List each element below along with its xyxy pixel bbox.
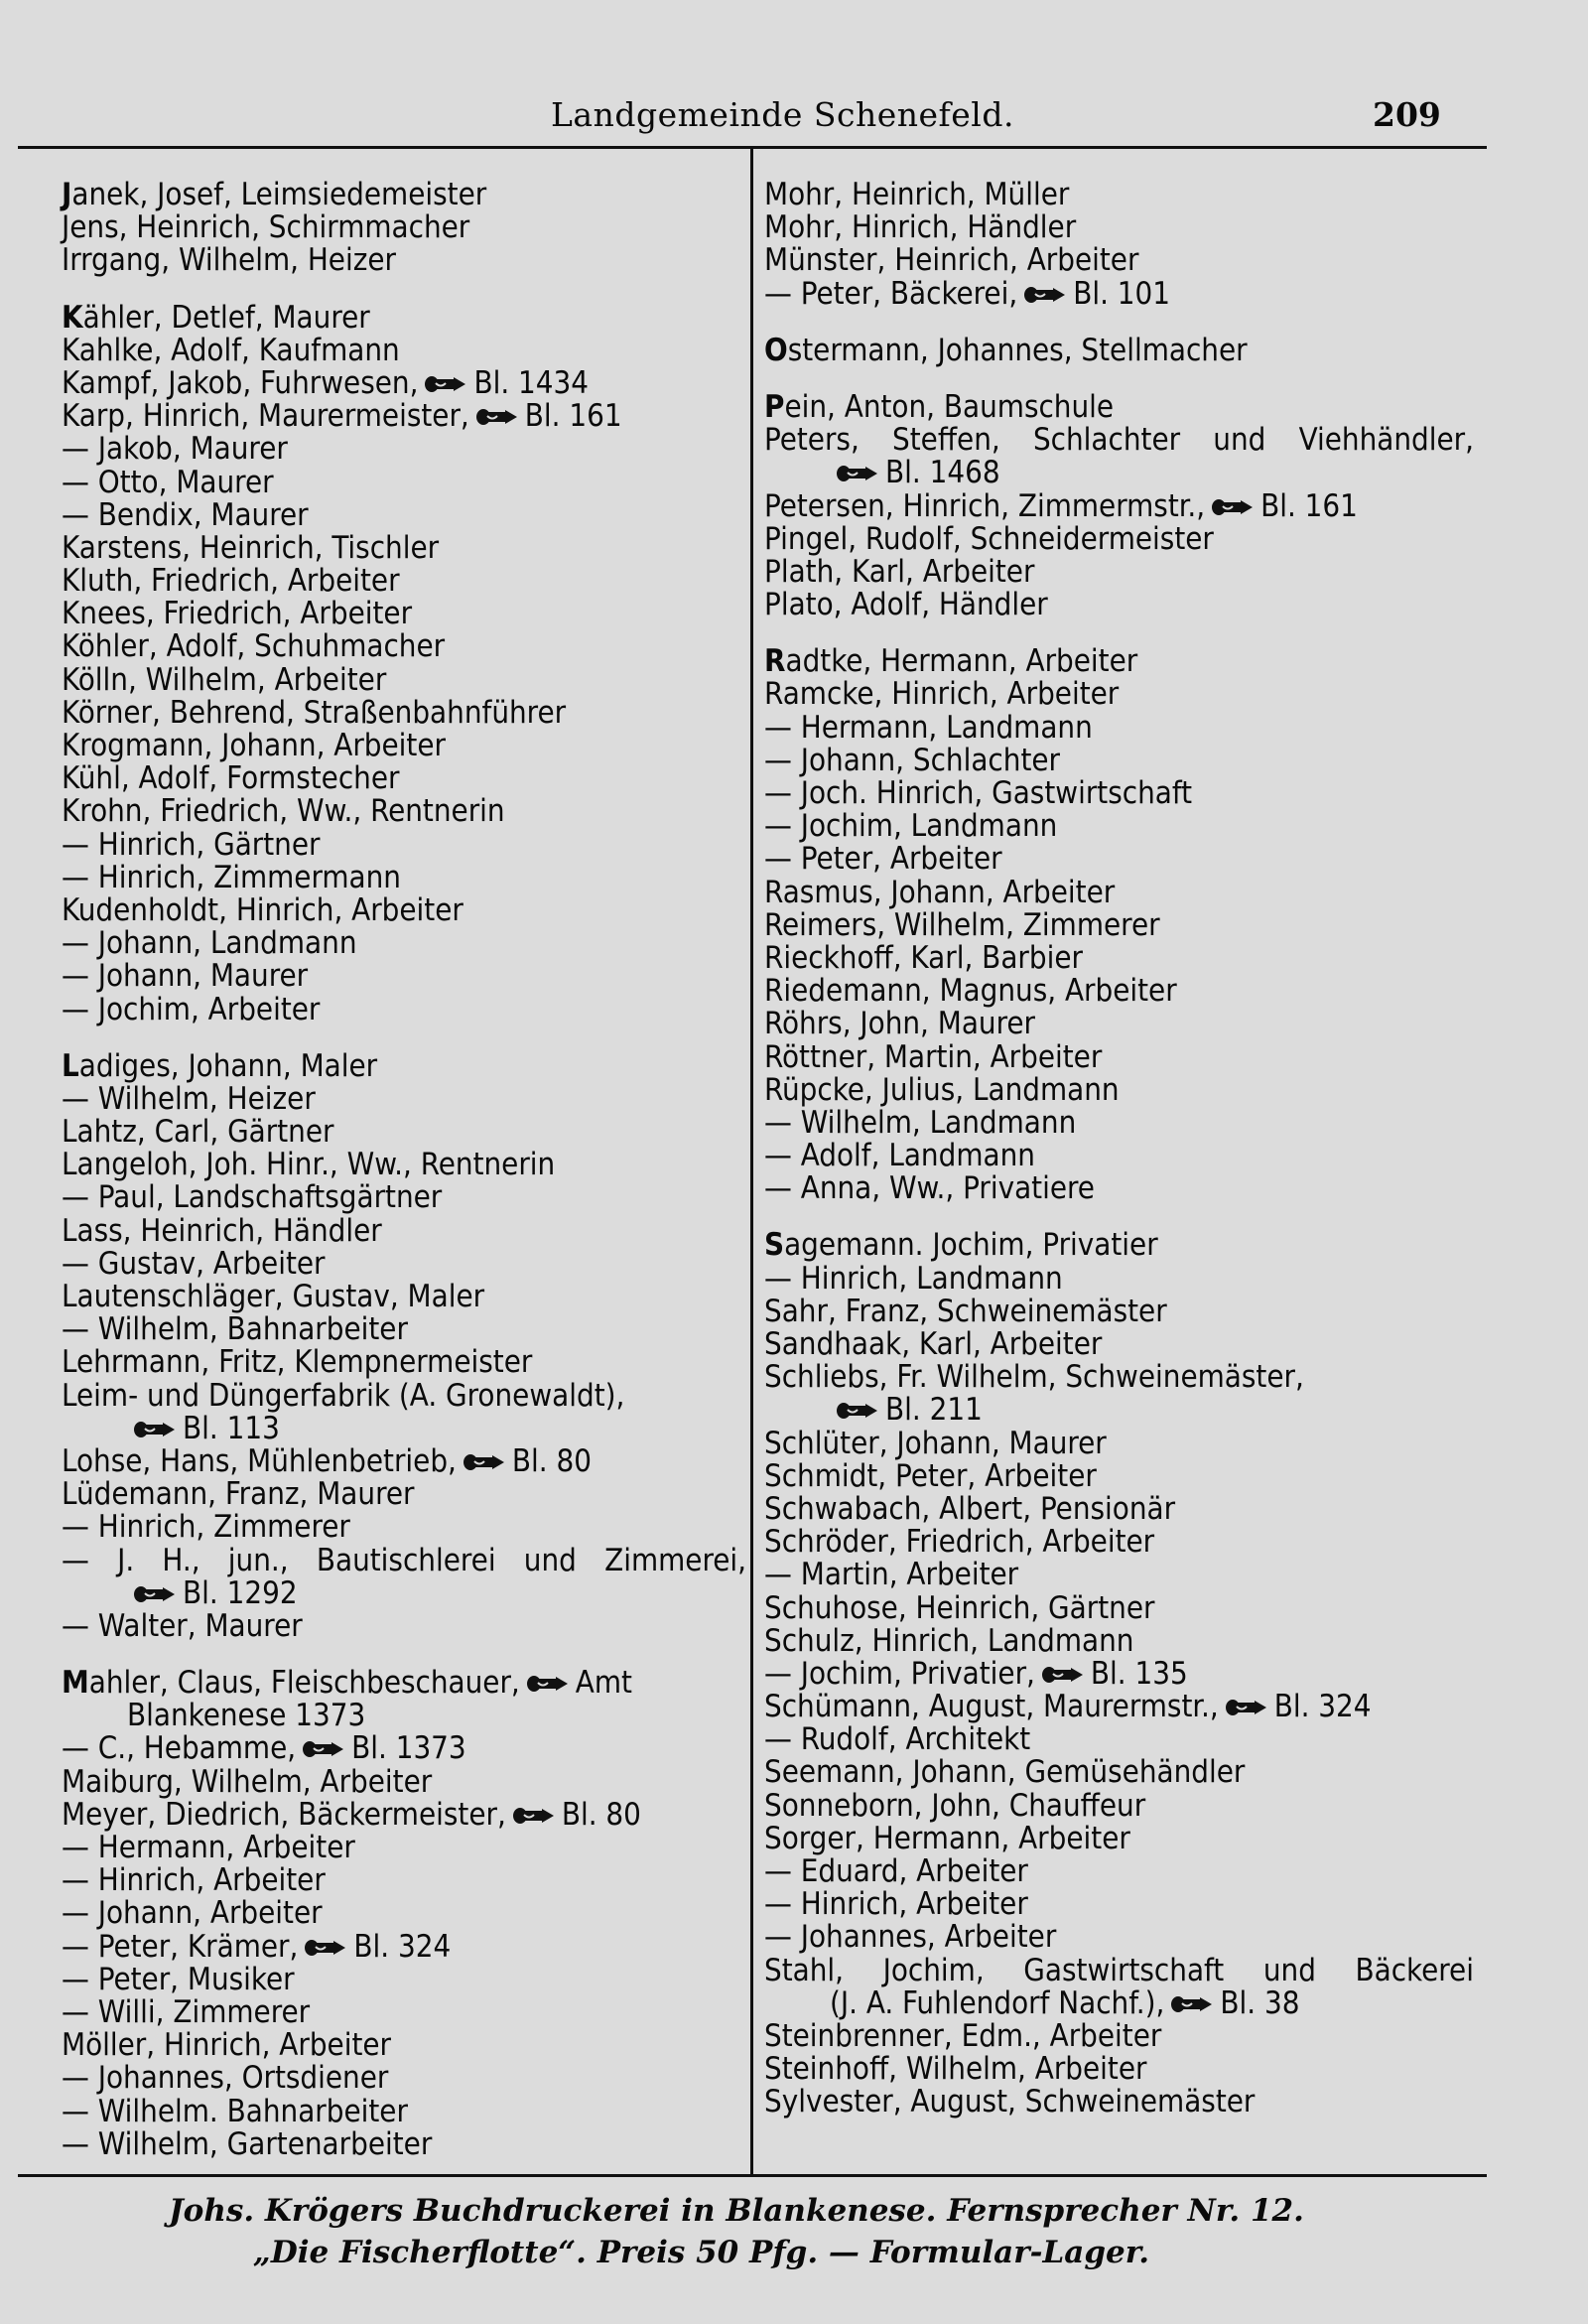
entry-text: — Peter, Arbeiter: [764, 841, 1002, 878]
directory-entry: [62, 891, 746, 928]
directory-entry: [764, 553, 1474, 590]
telephone-icon: [463, 1451, 506, 1473]
directory-entry: [62, 2062, 746, 2095]
entry-text: — Wilhelm, Landmann: [764, 1104, 1077, 1141]
telephone-icon: [836, 1400, 879, 1422]
directory-entry: [62, 1442, 746, 1479]
directory-entry: [764, 1071, 1474, 1108]
column-divider: [750, 149, 753, 2174]
entry-text: Krogmann, Johann, Arbeiter: [62, 728, 446, 763]
directory-entry: [764, 1293, 1474, 1329]
directory-entry: [764, 777, 1474, 810]
phone-number: Bl. 38: [1220, 1984, 1300, 2021]
entry-text: Mahler, Claus, Fleischbeschauer,: [62, 1665, 520, 1702]
entry-text: Plath, Karl, Arbeiter: [764, 553, 1035, 590]
entry-word: J.: [117, 1542, 135, 1578]
directory-entry: [764, 1723, 1474, 1756]
directory-entry: [764, 1104, 1474, 1141]
directory-entry: [62, 1574, 746, 1611]
entry-word: Bäckerei: [1355, 1952, 1474, 1988]
phone-number: Bl. 135: [1090, 1655, 1188, 1692]
entry-text: Lahtz, Carl, Gärtner: [62, 1114, 334, 1151]
directory-entry: [62, 1116, 746, 1149]
entry-text: — Johann, Landmann: [62, 925, 357, 962]
phone-number: Bl. 1373: [351, 1730, 466, 1767]
entry-text: Krohn, Friedrich, Ww., Rentnerin: [62, 793, 505, 830]
directory-entry: [62, 1667, 746, 1700]
entry-text: — Jochim, Landmann: [764, 808, 1058, 845]
directory-entry: [764, 843, 1474, 876]
directory-entry: [62, 299, 746, 336]
entry-text: Ramcke, Hinrich, Arbeiter: [764, 676, 1120, 713]
phone-number: Bl. 1292: [183, 1574, 298, 1611]
entry-text: — Eduard, Arbeiter: [764, 1853, 1028, 1889]
entry-text: — Peter, Bäckerei,: [764, 275, 1018, 312]
entry-text: — Otto, Maurer: [62, 464, 274, 500]
entry-text: Sorger, Hermann, Arbeiter: [764, 1820, 1130, 1856]
telephone-icon: [836, 463, 879, 484]
directory-entry: [62, 529, 746, 566]
entry-text: — C., Hebamme,: [62, 1730, 297, 1767]
directory-entry: [62, 1080, 746, 1117]
entry-text: Schmidt, Peter, Arbeiter: [764, 1457, 1097, 1494]
entry-text: — Johannes, Ortsdiener: [62, 2060, 389, 2097]
entry-text: (J. A. Fuhlendorf Nachf.),: [830, 1984, 1165, 2021]
directory-entry: [764, 1526, 1474, 1559]
entry-text: Riedemann, Magnus, Arbeiter: [764, 973, 1177, 1010]
entry-text: Schlüter, Johann, Maurer: [764, 1425, 1107, 1461]
entry-word: Peters,: [764, 422, 860, 459]
footer-line-2: „Die Fischerflotte“. Preis 50 Pfg. — Formular-Lager.: [253, 2235, 1150, 2270]
directory-entry: [62, 661, 746, 698]
entry-text: Steinhoff, Wilhelm, Arbeiter: [764, 2051, 1147, 2088]
directory-entry: [62, 1928, 746, 1965]
entry-text: — Hinrich, Arbeiter: [764, 1886, 1028, 1923]
entry-text: — Martin, Arbeiter: [764, 1557, 1019, 1593]
entry-text: — Wilhelm. Bahnarbeiter: [62, 2093, 408, 2129]
directory-entry: [764, 2017, 1474, 2054]
directory-entry: [62, 1700, 746, 1732]
entry-text: Janek, Josef, Leimsiedemeister: [62, 177, 487, 212]
entry-text: Sonneborn, John, Chauffeur: [764, 1787, 1146, 1824]
telephone-icon: [304, 1937, 347, 1959]
entry-text: Lüdemann, Franz, Maurer: [62, 1476, 415, 1513]
entry-text: Blankenese 1373: [127, 1698, 366, 1734]
directory-entry: [62, 1763, 746, 1800]
entry-text: Langeloh, Joh. Hinr., Ww., Rentnerin: [62, 1147, 556, 1183]
phone-number: Bl. 1434: [473, 364, 589, 401]
entry-word: Stahl,: [764, 1952, 845, 1988]
directory-entry: [62, 1993, 746, 2030]
entry-word: H.,: [162, 1542, 200, 1578]
directory-entry: [62, 464, 746, 500]
entry-text: Meyer, Diedrich, Bäckermeister,: [62, 1796, 506, 1833]
entry-text: Steinbrenner, Edm., Arbeiter: [764, 2017, 1162, 2054]
directory-entry: [62, 1796, 746, 1833]
entry-text: Leim- und Düngerfabrik (A. Gronewaldt),: [62, 1377, 625, 1414]
entry-text: Ladiges, Johann, Maler: [62, 1047, 378, 1084]
directory-entry: [62, 1346, 746, 1379]
directory-entry: [62, 1313, 746, 1346]
directory-entry: [764, 874, 1474, 910]
phone-number: Bl. 161: [1260, 487, 1358, 524]
page-number: 209: [1373, 95, 1441, 134]
directory-entry: [764, 1490, 1474, 1527]
phone-number: Bl. 113: [183, 1410, 280, 1446]
phone-number: Bl. 161: [524, 398, 622, 435]
page-header: [0, 95, 1588, 145]
directory-entry: [62, 762, 746, 795]
phone-number: Bl. 211: [885, 1392, 983, 1429]
phone-number: Bl. 101: [1073, 275, 1171, 312]
entry-text: — Gustav, Arbeiter: [62, 1245, 326, 1282]
entry-text: — Rudolf, Architekt: [764, 1721, 1031, 1758]
entry-text: Schliebs, Fr. Wilhelm, Schweinemäster,: [764, 1359, 1304, 1396]
directory-entry: [62, 826, 746, 863]
directory-entry: [764, 589, 1474, 621]
entry-text: Pein, Anton, Baumschule: [764, 388, 1115, 425]
entry-text: — Hermann, Arbeiter: [62, 1830, 355, 1865]
entry-word: Viehhändler,: [1298, 422, 1474, 459]
entry-text: — Wilhelm, Heizer: [62, 1080, 316, 1117]
telephone-icon: [1023, 284, 1067, 306]
entry-text: — Johann, Maurer: [62, 958, 309, 995]
entry-word: und: [1262, 1952, 1316, 1988]
entry-text: — Hermann, Landmann: [764, 709, 1093, 746]
entry-text: — Hinrich, Zimmerer: [62, 1509, 350, 1546]
telephone-icon: [1041, 1664, 1085, 1686]
entry-text: — Jakob, Maurer: [62, 431, 288, 468]
directory-entry: [764, 487, 1474, 524]
entry-text: — Wilhelm, Gartenarbeiter: [62, 2125, 433, 2162]
entry-text: — Johann, Arbeiter: [62, 1895, 323, 1932]
directory-entry: [764, 678, 1474, 711]
entry-text: Lautenschläger, Gustav, Maler: [62, 1279, 485, 1314]
directory-entry: [62, 730, 746, 762]
phone-number: Amt: [575, 1665, 632, 1702]
directory-entry: [764, 1328, 1474, 1361]
entry-text: Röttner, Martin, Arbeiter: [764, 1038, 1103, 1075]
directory-entry: [62, 1212, 746, 1249]
telephone-icon: [1170, 1993, 1214, 2015]
directory-entry: [62, 1961, 746, 1997]
entry-text: Schröder, Friedrich, Arbeiter: [764, 1524, 1155, 1561]
directory-entry: [764, 520, 1474, 557]
telephone-icon: [133, 1419, 177, 1440]
directory-entry: [62, 244, 746, 277]
directory-entry: [764, 1888, 1474, 1921]
directory-entry: [764, 2053, 1474, 2086]
entry-text: Maiburg, Wilhelm, Arbeiter: [62, 1763, 433, 1800]
directory-entry: [62, 364, 746, 401]
entry-text: — Willi, Zimmerer: [62, 1993, 311, 2030]
directory-entry: [764, 424, 1474, 457]
directory-entry: [764, 275, 1474, 312]
directory-entry: [62, 1607, 746, 1644]
telephone-icon: [475, 406, 519, 428]
directory-entry: [764, 1655, 1474, 1692]
entry-text: Kudenholdt, Hinrich, Arbeiter: [62, 891, 463, 928]
entry-text: Rieckhoff, Karl, Barbier: [764, 939, 1083, 976]
directory-entry: [62, 1897, 746, 1930]
entry-text: Schümann, August, Maurermstr.,: [764, 1689, 1219, 1725]
entry-text: Lohse, Hans, Mühlenbetrieb,: [62, 1442, 457, 1479]
entry-text: Kahlke, Adolf, Kaufmann: [62, 332, 400, 368]
directory-entry: [62, 1732, 746, 1765]
directory-entry: [764, 1952, 1474, 1988]
entry-text: Röhrs, John, Maurer: [764, 1006, 1036, 1042]
entry-text: — Johannes, Arbeiter: [764, 1919, 1057, 1956]
entry-text: Ostermann, Johannes, Stellmacher: [764, 332, 1248, 368]
entry-text: Kähler, Detlef, Maurer: [62, 299, 370, 336]
directory-entry: [62, 1410, 746, 1446]
directory-entry: [764, 1984, 1474, 2021]
directory-entry: [764, 906, 1474, 943]
entry-text: Karp, Hinrich, Maurermeister,: [62, 398, 469, 435]
directory-entry: [62, 1478, 746, 1511]
entry-text: Münster, Heinrich, Arbeiter: [764, 242, 1139, 279]
directory-entry: [62, 565, 746, 598]
directory-entry: [62, 630, 746, 663]
entry-text: — Jochim, Privatier,: [764, 1655, 1035, 1692]
directory-entry: [764, 1425, 1474, 1461]
telephone-icon: [424, 373, 467, 395]
entry-text: Irrgang, Wilhelm, Heizer: [62, 242, 396, 279]
telephone-icon: [302, 1738, 345, 1760]
entry-text: Kampf, Jakob, Fuhrwesen,: [62, 364, 419, 401]
entry-text: — Adolf, Landmann: [764, 1138, 1035, 1174]
directory-entry: [62, 2029, 746, 2062]
directory-entry: [764, 211, 1474, 244]
entry-text: Kölln, Wilhelm, Arbeiter: [62, 661, 387, 698]
entry-text: — Walter, Maurer: [62, 1607, 303, 1644]
phone-number: Bl. 1468: [885, 455, 1000, 491]
entry-word: Steffen,: [892, 422, 1000, 459]
directory-entry: [62, 179, 746, 211]
directory-entry: [62, 1181, 746, 1214]
entry-text: Schulz, Hinrich, Landmann: [764, 1622, 1134, 1659]
directory-entry: [764, 1756, 1474, 1789]
directory-entry: [764, 1820, 1474, 1856]
directory-entry: [62, 1832, 746, 1864]
footer-line-1: Johs. Krögers Buchdruckerei in Blankenese. Fernsprecher Nr. 12.: [169, 2193, 1304, 2229]
entry-text: Petersen, Hinrich, Zimmermstr.,: [764, 487, 1206, 524]
telephone-icon: [526, 1673, 570, 1695]
entry-text: Seemann, Johann, Gemüsehändler: [764, 1754, 1246, 1791]
entry-text: Radtke, Hermann, Arbeiter: [764, 643, 1138, 680]
directory-entry: [62, 598, 746, 630]
entry-text: Karstens, Heinrich, Tischler: [62, 529, 440, 566]
entry-text: Mohr, Heinrich, Müller: [764, 177, 1070, 212]
directory-entry: [764, 1921, 1474, 1954]
entry-text: Sylvester, August, Schweinemäster: [764, 2084, 1256, 2120]
directory-entry: [764, 332, 1474, 368]
directory-entry: [62, 2093, 746, 2129]
entry-text: Sandhaak, Karl, Arbeiter: [764, 1326, 1103, 1362]
entry-word: Gastwirtschaft: [1023, 1952, 1225, 1988]
entry-text: — Johann, Schlachter: [764, 742, 1060, 778]
directory-entry: [764, 1038, 1474, 1075]
entry-text: Lehrmann, Fritz, Klempnermeister: [62, 1344, 533, 1381]
directory-entry: [764, 1008, 1474, 1040]
entry-text: — Hinrich, Gärtner: [62, 826, 321, 863]
entry-word: und: [1213, 422, 1266, 459]
directory-entry: [764, 2086, 1474, 2119]
directory-entry: [62, 1377, 746, 1414]
directory-entry: [764, 975, 1474, 1008]
directory-entry: [62, 694, 746, 731]
entry-text: Sagemann. Jochim, Privatier: [764, 1227, 1158, 1264]
directory-entry: [62, 332, 746, 368]
entry-text: — Hinrich, Arbeiter: [62, 1862, 326, 1899]
entry-text: Möller, Hinrich, Arbeiter: [62, 2027, 392, 2064]
entry-text: Schuhose, Heinrich, Gärtner: [764, 1589, 1155, 1626]
directory-entry: [62, 1864, 746, 1897]
directory-entry: [764, 1855, 1474, 1888]
phone-number: Bl. 324: [353, 1928, 452, 1965]
directory-entry: [764, 1361, 1474, 1394]
entry-word: Zimmerei,: [604, 1542, 746, 1578]
directory-entry: [764, 1622, 1474, 1659]
entry-text: — Hinrich, Landmann: [764, 1260, 1063, 1297]
entry-text: Köhler, Adolf, Schuhmacher: [62, 628, 446, 665]
telephone-icon: [133, 1583, 177, 1605]
entry-text: — Peter, Krämer,: [62, 1928, 299, 1965]
entry-text: Knees, Friedrich, Arbeiter: [62, 596, 413, 632]
entry-word: jun.,: [227, 1542, 289, 1578]
footer-rule: [18, 2174, 1487, 2177]
directory-entry: [764, 244, 1474, 277]
entry-text: — Paul, Landschaftsgärtner: [62, 1179, 443, 1216]
entry-word: und: [523, 1542, 577, 1578]
entry-text: Jens, Heinrich, Schirmmacher: [62, 209, 470, 246]
directory-entry: [62, 1542, 746, 1578]
entry-text: Schwabach, Albert, Pensionär: [764, 1490, 1176, 1527]
directory-entry: [62, 433, 746, 466]
directory-entry: [62, 211, 746, 244]
directory-entry: [764, 1172, 1474, 1205]
entry-word: Bautischlerei: [316, 1542, 496, 1578]
directory-entry: [62, 927, 746, 960]
entry-text: Reimers, Wilhelm, Zimmerer: [764, 906, 1160, 943]
phone-number: Bl. 80: [561, 1796, 641, 1833]
directory-entry: [764, 1787, 1474, 1824]
directory-entry: [764, 1589, 1474, 1626]
entry-text: Pingel, Rudolf, Schneidermeister: [764, 520, 1214, 557]
directory-entry: [764, 1229, 1474, 1262]
directory-entry: [62, 2125, 746, 2162]
telephone-icon: [512, 1805, 556, 1827]
entry-text: Rasmus, Johann, Arbeiter: [764, 874, 1116, 910]
directory-entry: [764, 388, 1474, 425]
entry-text: Plato, Adolf, Händler: [764, 587, 1048, 623]
directory-entry: [764, 709, 1474, 746]
directory-entry: [764, 457, 1474, 489]
directory-entry: [764, 1457, 1474, 1494]
directory-entry: [62, 859, 746, 895]
directory-entry: [764, 1140, 1474, 1172]
entry-text: — Peter, Musiker: [62, 1961, 295, 1997]
directory-entry: [62, 400, 746, 433]
entry-text: Kluth, Friedrich, Arbeiter: [62, 563, 400, 600]
directory-entry: [764, 1691, 1474, 1723]
directory-entry: [62, 960, 746, 993]
phone-number: Bl. 324: [1273, 1689, 1372, 1725]
directory-entry: [62, 496, 746, 533]
directory-entry: [62, 1047, 746, 1084]
phone-number: Bl. 80: [511, 1442, 592, 1479]
page-title: Landgemeinde Schenefeld.: [551, 95, 1014, 134]
directory-entry: [764, 1260, 1474, 1297]
entry-text: Lass, Heinrich, Händler: [62, 1212, 382, 1249]
entry-text: Kühl, Adolf, Formstecher: [62, 760, 400, 797]
directory-entry: [764, 179, 1474, 211]
directory-entry: [62, 1281, 746, 1313]
entry-text: Mohr, Hinrich, Händler: [764, 209, 1077, 246]
directory-entry: [62, 1149, 746, 1181]
directory-entry: [764, 1559, 1474, 1591]
entry-word: Jochim,: [882, 1952, 985, 1988]
entry-text: — Wilhelm, Bahnarbeiter: [62, 1311, 408, 1348]
directory-entry: [764, 645, 1474, 678]
directory-entry: [62, 1511, 746, 1544]
entry-text: — Anna, Ww., Privatiere: [764, 1170, 1095, 1207]
directory-entry: [62, 1245, 746, 1282]
directory-entry: [764, 810, 1474, 843]
directory-entry: [764, 742, 1474, 778]
directory-entry: [764, 1394, 1474, 1427]
left-column: [62, 179, 746, 2161]
entry-text: Sahr, Franz, Schweinemäster: [764, 1293, 1167, 1329]
entry-word: —: [62, 1542, 89, 1578]
right-column: [764, 179, 1474, 2119]
telephone-icon: [1211, 496, 1255, 518]
entry-text: — Bendix, Maurer: [62, 496, 309, 533]
directory-entry: [62, 795, 746, 828]
entry-word: Schlachter: [1032, 422, 1181, 459]
entry-text: — Joch. Hinrich, Gastwirtschaft: [764, 775, 1193, 811]
telephone-icon: [1225, 1697, 1268, 1718]
directory-entry: [764, 939, 1474, 976]
entry-text: — Jochim, Arbeiter: [62, 991, 321, 1027]
directory-entry: [62, 991, 746, 1027]
entry-text: Körner, Behrend, Straßenbahnführer: [62, 694, 567, 731]
entry-text: — Hinrich, Zimmermann: [62, 859, 401, 895]
entry-text: Rüpcke, Julius, Landmann: [764, 1071, 1120, 1108]
